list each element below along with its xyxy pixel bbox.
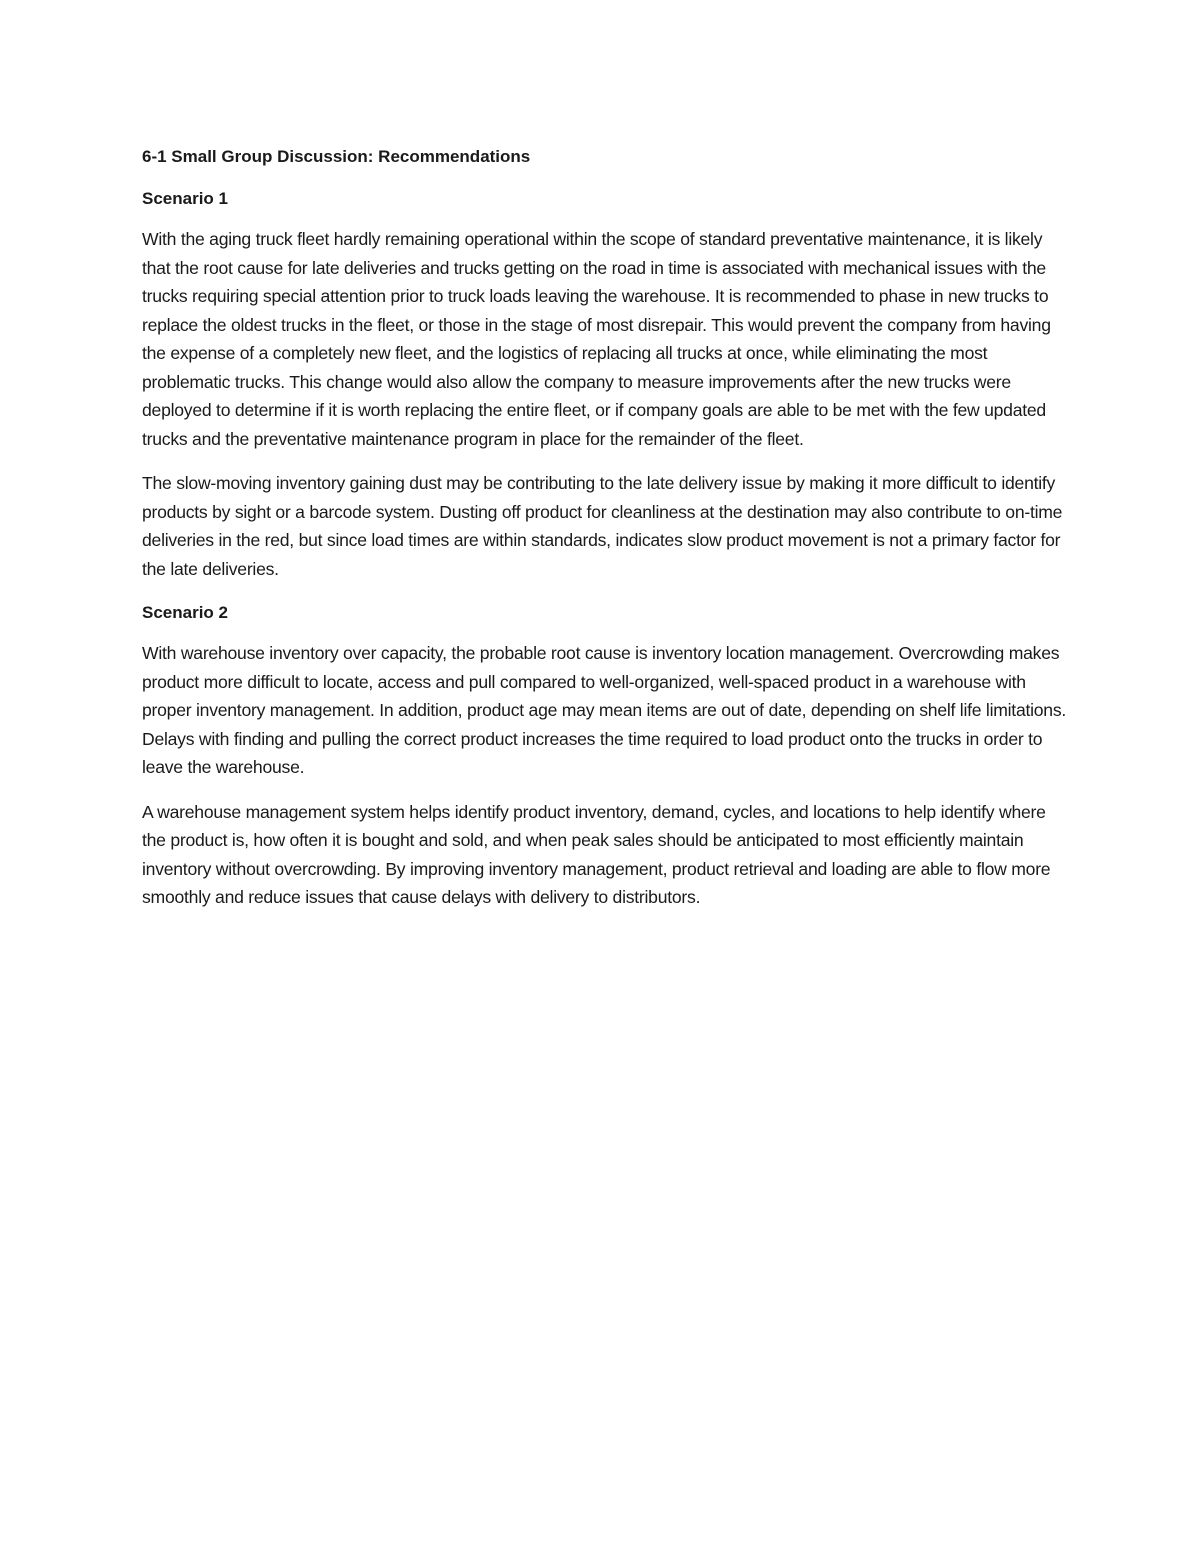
paragraph: A warehouse management system helps identify product inventory, demand, cycles, and locations to help identify where the product is, how often it is bought and sold, and when peak sales should be anticipated to most efficiently maintain inventory without overcrowding. By improving inventory management, product retrieval and loading are able to flow more smoothly and reduce issues that cause delays with delivery to distributors. [142,801,1051,907]
document-title: 6-1 Small Group Discussion: Recommendations [142,147,531,166]
section-scenario-1 [142,185,1067,583]
paragraph: The slow-moving inventory gaining dust may be contributing to the late delivery issue by making it more difficult to identify products by sight or a barcode system. Dusting off product for cleanliness at the destination may also contribute to on-time deliveries in the red, but since load times are within standards, indicates slow product movement is not a primary factor for the late deliveries. [142,473,1063,579]
section-scenario-2 [142,599,1067,912]
section-heading: Scenario 1 [142,189,228,208]
document-body [142,143,1067,928]
paragraph: With warehouse inventory over capacity, the probable root cause is inventory location management. Overcrowding makes product more difficult to locate, access and pull compared to well-organized, well-spaced product in a warehouse with proper inventory management. In addition, product age may mean items are out of date, depending on shelf life limitations. Delays with finding and pulling the correct product increases the time required to load product onto the trucks in order to leave the warehouse. [142,643,1067,777]
paragraph: With the aging truck fleet hardly remaining operational within the scope of standard preventative maintenance, it is likely that the root cause for late deliveries and trucks getting on the road in time is associated with mechanical issues with the trucks requiring special attention prior to truck loads leaving the warehouse. It is recommended to phase in new trucks to replace the oldest trucks in the fleet, or those in the stage of most disrepair. This would prevent the company from having the expense of a completely new fleet, and the logistics of replacing all trucks at once, while eliminating the most problematic trucks. This change would also allow the company to measure improvements after the new trucks were deployed to determine if it is worth replacing the entire fleet, or if company goals are able to be met with the few updated trucks and the preventative maintenance program in place for the remainder of the fleet. [142,229,1051,449]
section-heading: Scenario 2 [142,603,228,622]
